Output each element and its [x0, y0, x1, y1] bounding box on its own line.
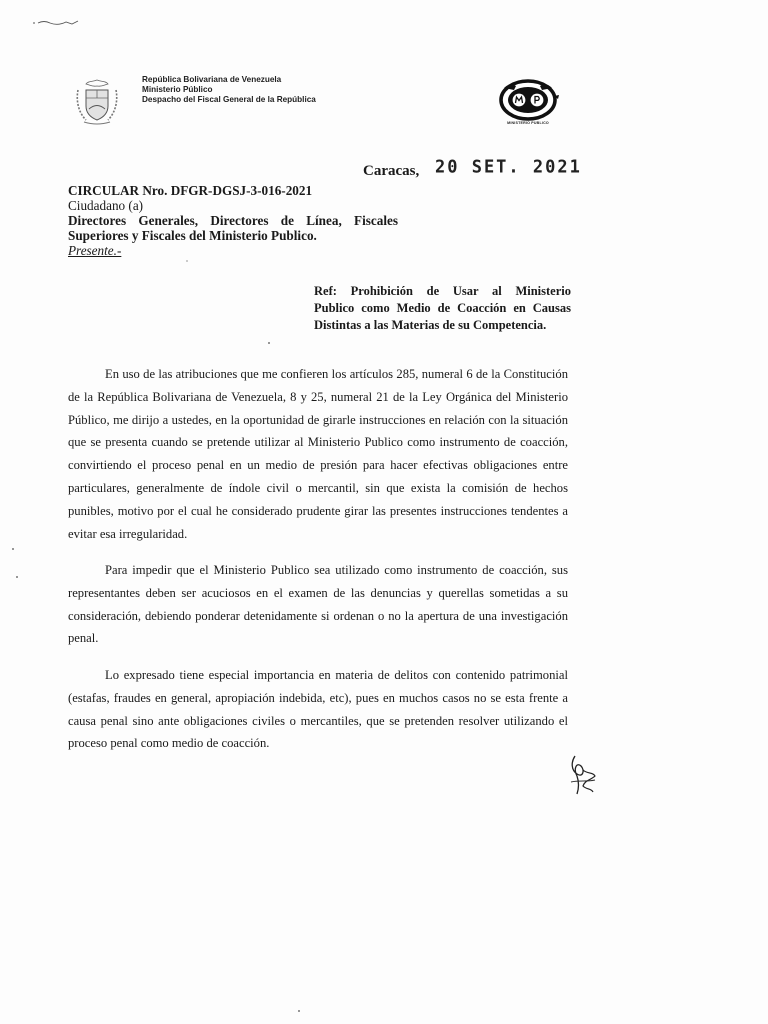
- paragraph-2: [68, 559, 568, 650]
- circular-number: CIRCULAR Nro. DFGR-DGSJ-3-016-2021: [68, 183, 313, 198]
- logo-caption: MINISTERIO PUBLICO: [507, 121, 549, 125]
- addressee-block: [68, 183, 398, 258]
- reference-line-3: Distintas a las Materias de su Competencia.: [314, 318, 547, 332]
- paragraph-line: particulares, generalmente de índole civil o mercantil, sin que exista la comisión de hechos: [68, 480, 568, 495]
- paragraph-line: Público, me dirijo a ustedes, en la oportunidad de girarle instrucciones en relación con la situación: [68, 412, 568, 427]
- scan-speck: [268, 342, 270, 344]
- scan-speck: [186, 260, 188, 262]
- coat-of-arms-icon: [72, 76, 122, 126]
- paragraph-line: de la República Bolivariana de Venezuela, 8 y 25, numeral 21 de la Ley Orgánica del Ministerio: [68, 389, 568, 404]
- paragraph-line: representantes deben ser acuciosos en el examen de las denuncias y querellas sometidas a su: [68, 585, 568, 600]
- paragraph-1: [68, 363, 568, 545]
- paragraph-line: consideración, debiendo ponderar detenidamente si ordenan o no la apertura de una investigación: [68, 608, 568, 623]
- letterhead-ministry: Ministerio Público: [142, 85, 213, 94]
- scan-mark: [32, 18, 80, 28]
- paragraph-line: evitar esa irregularidad.: [68, 526, 188, 541]
- reference-line-2: Publico como Medio de Coacción en Causas: [314, 301, 571, 315]
- paragraph-line: punibles, motivo por el cual he considerado prudente girar las presentes instrucciones tendentes a: [68, 503, 568, 518]
- paragraph-line: En uso de las atribuciones que me confieren los artículos 285, numeral 6 de la Constitución: [105, 367, 568, 381]
- paragraph-3: [68, 664, 568, 755]
- citizen-salutation: Ciudadano (a): [68, 198, 144, 213]
- paragraph-line: convirtiendo el proceso penal en un medio de presión para hacer efectivas obligaciones entre: [68, 458, 568, 473]
- date-city: Caracas,: [363, 163, 420, 179]
- letterhead: [142, 75, 316, 105]
- letterhead-republic: República Bolivariana de Venezuela: [142, 75, 282, 84]
- presente-label: Presente.-: [68, 243, 122, 258]
- paragraph-line: (estafas, fraudes en general, apropiación indebida, etc), pues en muchos casos no se esta frente a: [68, 690, 568, 705]
- recipients-line-2: Superiores y Fiscales del Ministerio Publico.: [68, 228, 317, 243]
- paragraph-line: penal.: [68, 631, 99, 646]
- paragraph-line: causa penal sino ante obligaciones civiles o mercantiles, que se pretenden resolver utilizando el: [68, 713, 568, 728]
- scan-speck: [16, 576, 18, 578]
- recipients-line-1: Directores Generales, Directores de Línea, Fiscales: [68, 213, 398, 228]
- paragraph-line: que se presenta cuando se pretende utilizar al Ministerio Publico como instrumento de coacción,: [68, 435, 568, 450]
- reference-line-1: Ref: Prohibición de Usar al Ministerio: [314, 284, 571, 298]
- handwritten-initials-icon: [565, 752, 599, 798]
- scan-speck: [12, 548, 14, 550]
- paragraph-line: proceso penal como medio de coacción.: [68, 736, 270, 751]
- paragraph-line: Lo expresado tiene especial importancia en materia de delitos con contenido patrimonial: [105, 668, 568, 682]
- letterhead-office: Despacho del Fiscal General de la República: [142, 95, 316, 104]
- date-stamp: 20 SET. 2021: [435, 156, 582, 178]
- date-line: [363, 156, 582, 180]
- scan-speck: [298, 1010, 300, 1012]
- reference-block: [314, 283, 571, 334]
- paragraph-line: Para impedir que el Ministerio Publico sea utilizado como instrumento de coacción, sus: [105, 563, 568, 577]
